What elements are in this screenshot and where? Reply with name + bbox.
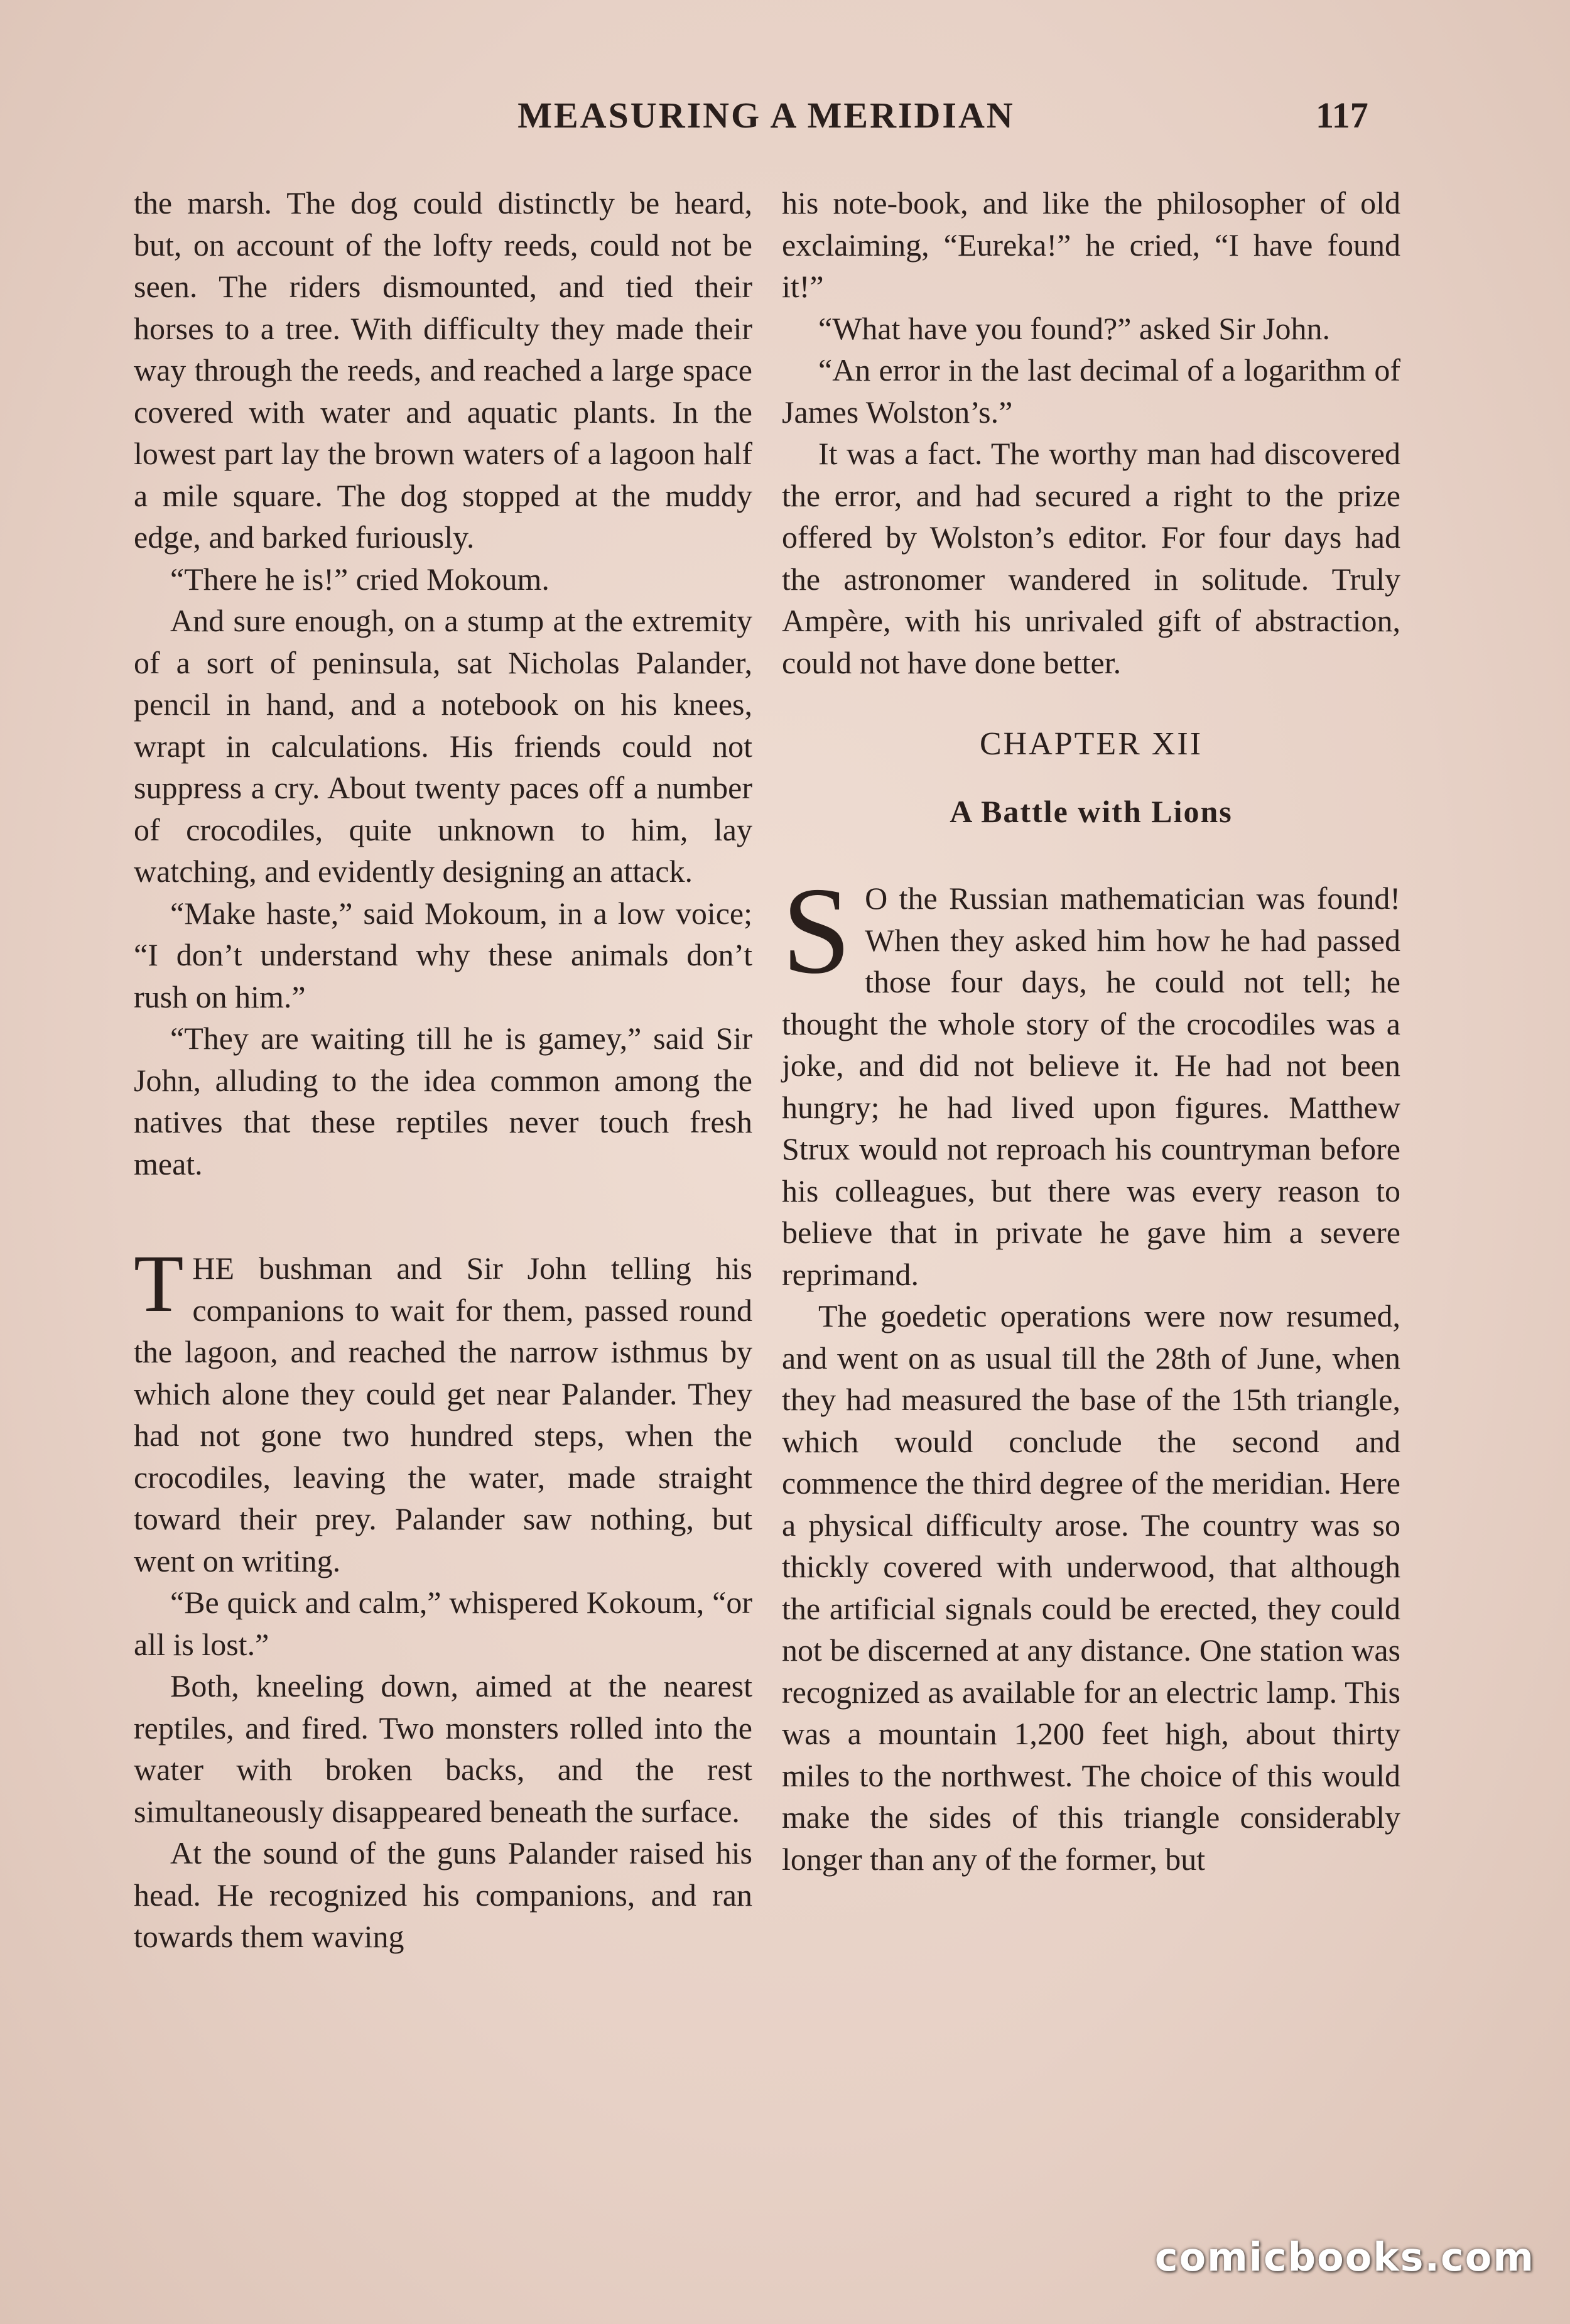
page-number: 117	[1316, 95, 1368, 136]
section-break	[134, 1185, 752, 1247]
chapter-title: A Battle with Lions	[950, 793, 1233, 829]
paragraph: At the sound of the guns Palander raised his head. He recognized his companions, and ran towards them waving	[134, 1835, 752, 1954]
running-title: MEASURING A MERIDIAN	[517, 95, 1015, 136]
paragraph-text: HE bushman and Sir John telling his companions to wait for them, passed round the lagoon, and reached the narrow isthmus by which alone they could get near Palander. They had not gone two hundred steps, when the crocodiles, leaving the water, made straight toward their prey. Palander saw nothing, but went on writing.	[134, 1251, 752, 1578]
paragraph: “There he is!” cried Mokoum.	[170, 561, 550, 597]
right-column	[782, 182, 1400, 1880]
chapter-number: CHAPTER XII	[979, 726, 1203, 762]
paragraph: The goedetic operations were now resumed, and went on as usual till the 28th of June, when they had measured the base of the 15th triangle, which would conclude the second and commence the third degree of the meridian. Here a physical difficulty arose. The country was so thickly covered with underwood, that although the artificial signals could be erected, they could not be discerned at any distance. One station was recognized as available for an electric lamp. This was a mountain 1,200 feet high, about thirty miles to the northwest. The choice of this would make the sides of this triangle considerably longer than any of the former, but	[782, 1298, 1400, 1877]
paragraph: “Be quick and calm,” whispered Kokoum, “or all is lost.”	[134, 1585, 752, 1662]
paragraph-text: O the Russian mathematician was found! When they asked him how he had passed those four days, he could not tell; he thought the whole story of the crocodiles was a joke, and did not believe it. He had not been hungry; he had lived upon figures. Matthew Strux would not reproach his countryman before his colleagues, but there was every reason to believe that in private he gave him a severe reprimand.	[782, 881, 1400, 1292]
paragraph-with-dropcap	[782, 862, 1400, 1295]
left-column	[134, 182, 752, 1958]
drop-cap: S	[782, 862, 852, 999]
paragraph: his note-book, and like the philosopher of old exclaiming, “Eureka!” he cried, “I have found it!”	[782, 185, 1400, 304]
paragraph: “An error in the last decimal of a logarithm of James Wolston’s.”	[782, 352, 1400, 430]
paragraph: the marsh. The dog could distinctly be heard, but, on account of the lofty reeds, could not be seen. The riders dismounted, and tied their horses to a tree. With difficulty they made their way through the reeds, and reached a large space covered with water and aquatic plants. In the lowest part lay the brown waters of a lagoon half a mile square. The dog stopped at the muddy edge, and barked furiously.	[134, 185, 752, 555]
paragraph: “Make haste,” said Mokoum, in a low voice; “I don’t understand why these animals don’t rush on him.”	[134, 895, 752, 1014]
paragraph: Both, kneeling down, aimed at the nearest reptiles, and fired. Two monsters rolled into the water with broken backs, and the rest simultaneously disappeared beneath the surface.	[134, 1668, 752, 1829]
paragraph: “What have you found?” asked Sir John.	[818, 310, 1331, 346]
paragraph: “They are waiting till he is gamey,” said Sir John, alluding to the idea common among the natives that these reptiles never touch fresh meat.	[134, 1021, 752, 1181]
paragraph: It was a fact. The worthy man had discovered the error, and had secured a right to the prize offered by Wolston’s editor. For four days had the astronomer wandered in solitude. Truly Ampère, with his unrivaled gift of abstraction, could not have done better.	[782, 436, 1400, 680]
drop-cap: T	[134, 1239, 184, 1329]
paragraph-with-dropcap	[134, 1239, 752, 1582]
paragraph: And sure enough, on a stump at the extremity of a sort of peninsula, sat Nicholas Palander, pencil in hand, and a notebook on his knees, wrapt in calculations. His friends could not suppress a cry. About twenty paces off a number of crocodiles, quite unknown to him, lay watching, and evidently designing an attack.	[134, 603, 752, 889]
site-watermark: comicbooks.com	[1154, 2234, 1535, 2280]
